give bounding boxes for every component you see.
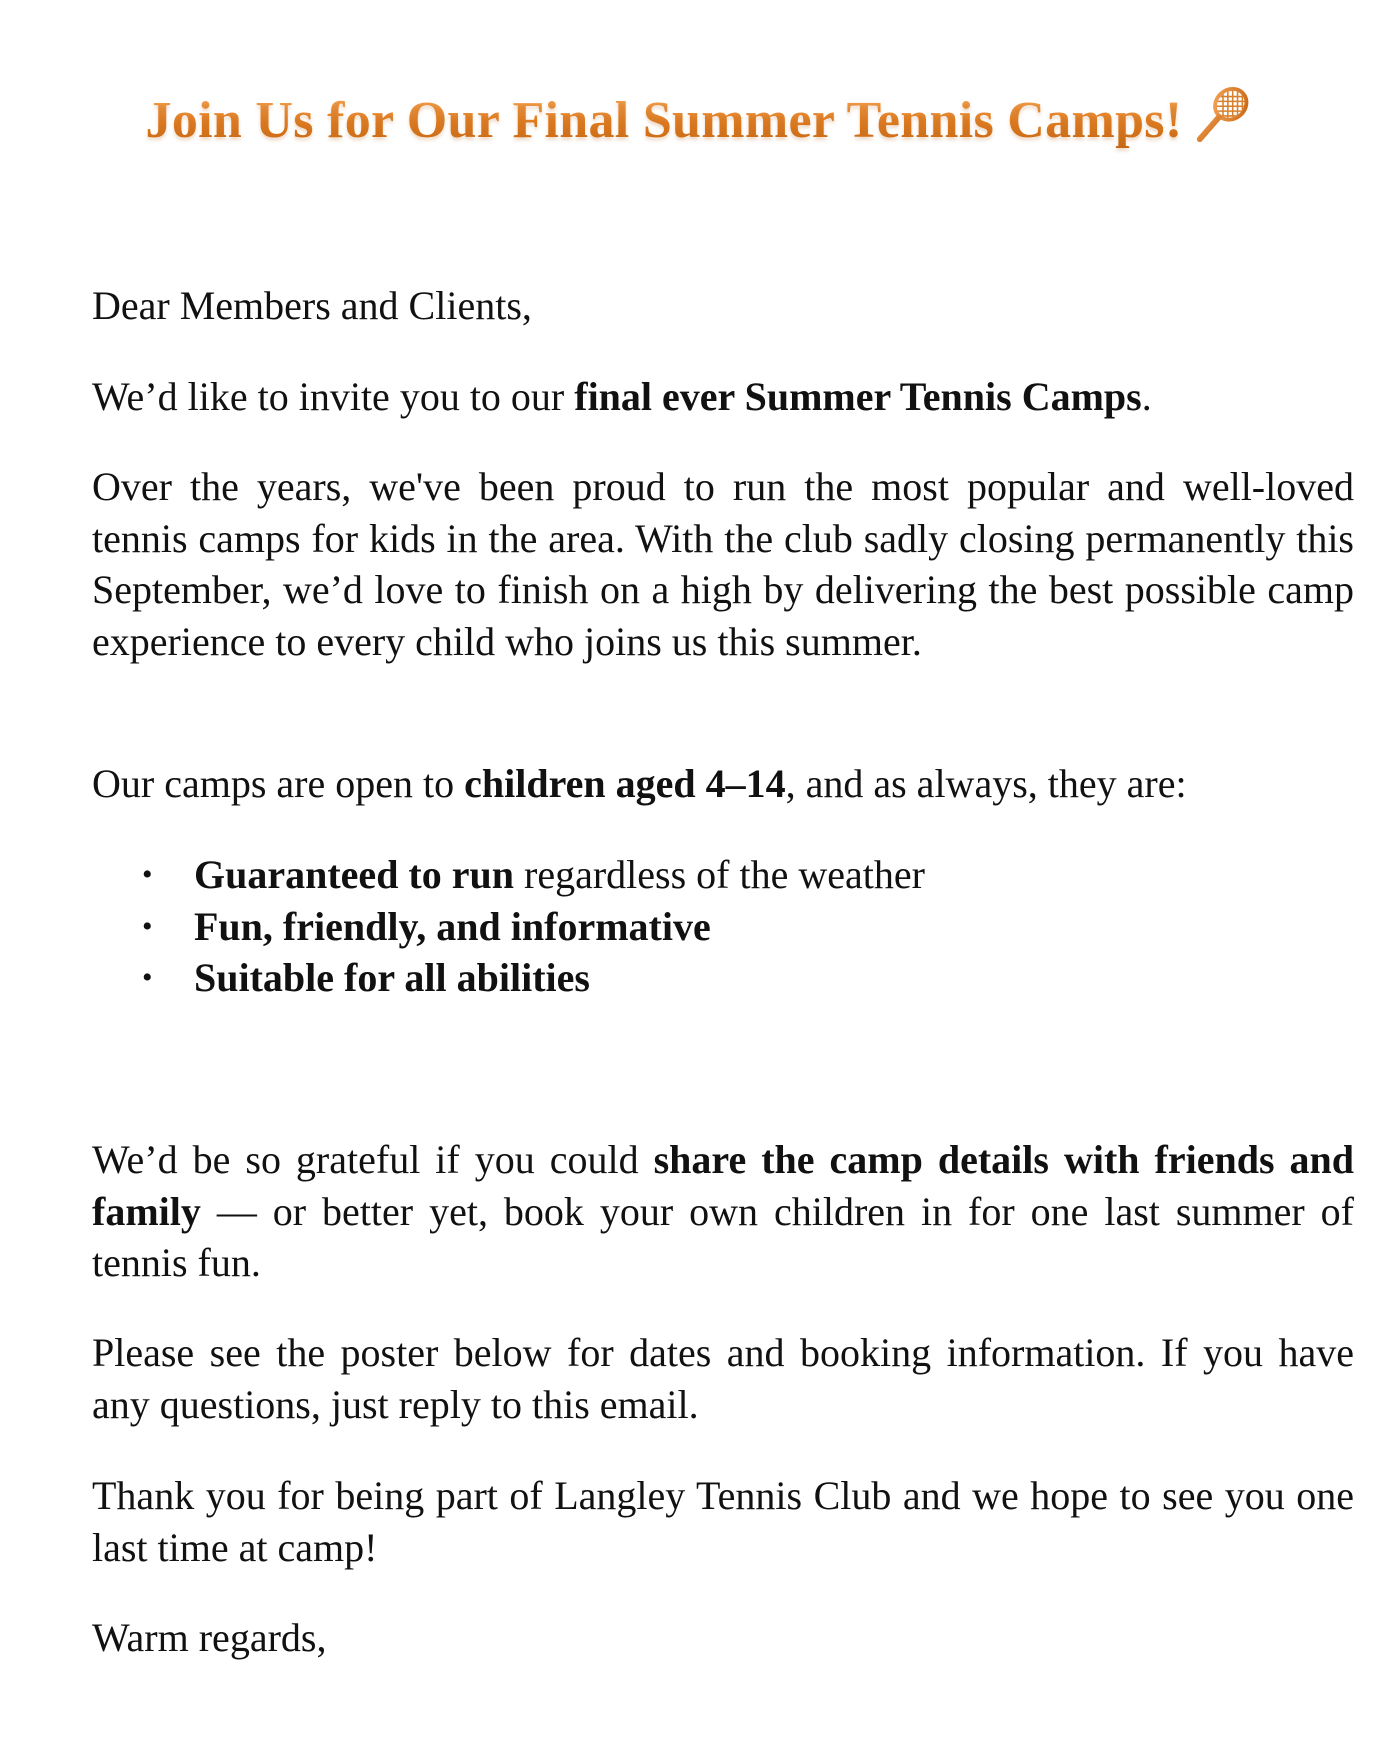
ages-emphasis: children aged 4–14 bbox=[464, 761, 786, 806]
greeting bbox=[92, 280, 1354, 332]
features-list bbox=[92, 849, 1354, 1004]
bullet-icon: • bbox=[142, 909, 153, 943]
invite-paragraph bbox=[92, 371, 1354, 423]
list-item bbox=[92, 952, 1354, 1004]
greeting-text: Dear Members and Clients, bbox=[92, 283, 532, 328]
closing: Warm regards, bbox=[92, 1615, 327, 1660]
invite-text: We’d like to invite you to our bbox=[92, 374, 575, 419]
bullet-icon: • bbox=[142, 961, 153, 994]
list-item-emphasis: Suitable for all abilities bbox=[194, 955, 590, 1000]
tennis-racket-icon bbox=[1192, 83, 1254, 145]
list-item bbox=[92, 849, 1354, 901]
share-end: — or better yet, book your own children in for one last summer of tennis fun. bbox=[92, 1188, 1354, 1285]
list-item-emphasis: Guaranteed to run bbox=[194, 852, 514, 897]
invite-end: . bbox=[1141, 374, 1152, 419]
ages-end: , and as always, they are: bbox=[785, 761, 1187, 806]
list-item-emphasis: Fun, friendly, and informative bbox=[194, 903, 711, 949]
ages-paragraph bbox=[92, 758, 1354, 810]
thanks-paragraph: Thank you for being part of Langley Tennis Club and we hope to see you one last time at camp! bbox=[92, 1473, 1354, 1570]
share-paragraph bbox=[92, 1134, 1354, 1289]
invite-emphasis: final ever Summer Tennis Camps bbox=[574, 374, 1142, 419]
poster-paragraph: Please see the poster below for dates and booking information. If you have any questions, just reply to this email. bbox=[92, 1330, 1354, 1427]
list-item-text: regardless of the weather bbox=[514, 852, 925, 897]
ages-text: Our camps are open to bbox=[92, 761, 465, 806]
bullet-icon: • bbox=[142, 858, 153, 891]
share-text: We’d be so grateful if you could bbox=[92, 1137, 654, 1182]
share-emphasis: share the camp details with friends and family bbox=[92, 1137, 1354, 1234]
title-row bbox=[0, 92, 1400, 149]
history-paragraph: Over the years, we've been proud to run the most popular and well-loved tennis camps for kids in the area. With the club sadly closing permanently this September, we’d love to finish on a high by delivering the best possible camp experience to every child who joins us this summer. bbox=[92, 464, 1354, 664]
list-item bbox=[92, 901, 1354, 953]
page-title: Join Us for Our Final Summer Tennis Camps! bbox=[145, 92, 1183, 149]
